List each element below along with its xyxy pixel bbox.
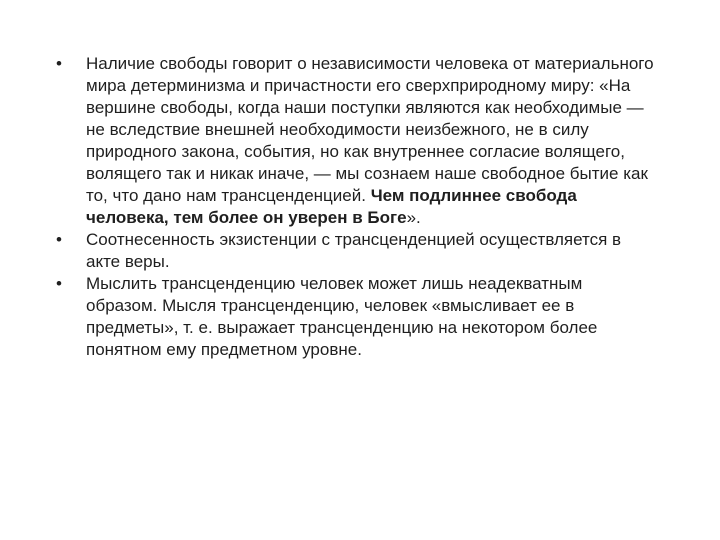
bullet-item-transcendence bbox=[56, 273, 656, 361]
bullet-text: Мыслить трансценденцию человек может лишь неадекватным образом. Мысля трансценденцию, человек «вмысливает ее в предметы», т. е. выражает трансценденцию на некотором более понятном ему предметном уровне. bbox=[86, 274, 598, 359]
bullet-item-freedom bbox=[56, 53, 656, 229]
bullet-text: Соотнесенность экзистенции с трансценденцией осуществляется в акте веры. bbox=[86, 230, 622, 271]
bullet-icon: • bbox=[56, 274, 62, 293]
bullet-text-tail: ». bbox=[406, 208, 421, 227]
bullet-text: Наличие свободы говорит о независимости человека от материального мира детерминизма и причастности его сверхприродному миру: «На вершине свободы, когда наши поступки являются как необходимые — не вследствие внешней необходимости неизбежного, не в силу природного закона, события, но как внутреннее согласие волящего, волящего так и никак иначе, — мы сознаем наше свободное бытие как то, что дано нам трансценденцией. bbox=[86, 54, 654, 205]
bullet-list bbox=[56, 53, 656, 361]
bullet-icon: • bbox=[56, 54, 62, 73]
bullet-icon: • bbox=[56, 230, 62, 249]
bullet-item-faith bbox=[56, 229, 656, 273]
bullet-bold-text: Чем подлиннее свобода человека, тем более он уверен в Боге bbox=[86, 186, 577, 227]
